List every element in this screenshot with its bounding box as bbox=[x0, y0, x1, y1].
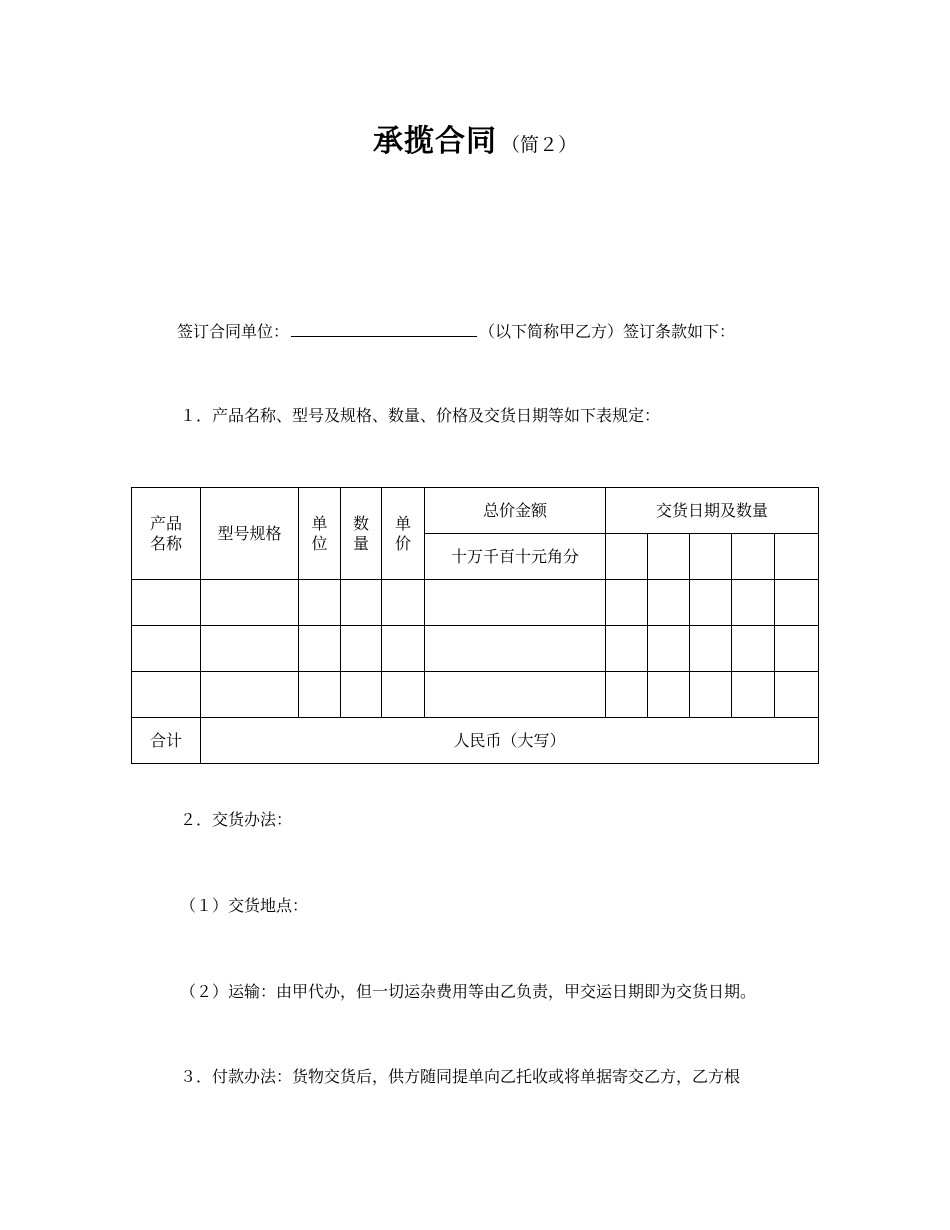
table-cell bbox=[299, 672, 341, 718]
table-cell bbox=[201, 626, 299, 672]
header-delivery: 交货日期及数量 bbox=[606, 488, 819, 534]
table-cell bbox=[775, 626, 819, 672]
rmb-amount-cell: 人民币（大写） bbox=[201, 718, 819, 764]
table-cell bbox=[132, 626, 201, 672]
table-cell bbox=[648, 626, 690, 672]
delivery-cell bbox=[648, 534, 690, 580]
table-row bbox=[132, 672, 819, 718]
header-product-name: 产品名称 bbox=[132, 488, 201, 580]
header-unit-price: 单价 bbox=[382, 488, 425, 580]
delivery-cell bbox=[732, 534, 775, 580]
table-cell bbox=[606, 580, 648, 626]
party-name-blank bbox=[291, 321, 477, 337]
clause-2: ２．交货办法： bbox=[180, 810, 293, 829]
table-cell bbox=[132, 580, 201, 626]
table-cell bbox=[201, 672, 299, 718]
table-cell bbox=[299, 580, 341, 626]
product-table bbox=[131, 487, 819, 764]
delivery-cell bbox=[606, 534, 648, 580]
table-cell bbox=[606, 626, 648, 672]
total-label: 合计 bbox=[132, 718, 201, 764]
header-unit: 单位 bbox=[299, 488, 341, 580]
table-cell bbox=[648, 580, 690, 626]
table-cell bbox=[132, 672, 201, 718]
table-cell bbox=[732, 672, 775, 718]
table-cell bbox=[425, 672, 606, 718]
table-row bbox=[132, 580, 819, 626]
header-quantity: 数量 bbox=[341, 488, 382, 580]
table-row bbox=[132, 626, 819, 672]
table-cell bbox=[299, 626, 341, 672]
table-cell bbox=[648, 672, 690, 718]
intro-prefix: 签订合同单位： bbox=[177, 322, 290, 341]
table-total-row bbox=[132, 718, 819, 764]
document-title bbox=[0, 116, 950, 160]
table-header-row bbox=[132, 488, 819, 534]
intro-paragraph bbox=[177, 321, 735, 342]
intro-suffix: （以下简称甲乙方）签订条款如下： bbox=[479, 322, 736, 341]
clause-3: ３．付款办法：货物交货后，供方随同提单向乙托收或将单据寄交乙方，乙方根 bbox=[180, 1067, 741, 1086]
table-cell bbox=[690, 672, 732, 718]
table-cell bbox=[382, 580, 425, 626]
table-cell bbox=[690, 580, 732, 626]
table-cell bbox=[341, 580, 382, 626]
title-suffix: （简２） bbox=[500, 134, 577, 156]
table-cell bbox=[341, 672, 382, 718]
table-cell bbox=[425, 580, 606, 626]
table-cell bbox=[775, 580, 819, 626]
table-cell bbox=[606, 672, 648, 718]
table-cell bbox=[775, 672, 819, 718]
table-cell bbox=[382, 626, 425, 672]
table-cell bbox=[425, 626, 606, 672]
table-cell bbox=[732, 580, 775, 626]
clause-1: １．产品名称、型号及规格、数量、价格及交货日期等如下表规定： bbox=[180, 406, 661, 425]
clause-2-1: （１）交货地点： bbox=[180, 896, 309, 915]
delivery-cell bbox=[775, 534, 819, 580]
delivery-cell bbox=[690, 534, 732, 580]
header-total-amount: 总价金额 bbox=[425, 488, 606, 534]
title-main: 承揽合同 bbox=[372, 124, 497, 159]
header-model-spec: 型号规格 bbox=[201, 488, 299, 580]
table-cell bbox=[690, 626, 732, 672]
table-cell bbox=[201, 580, 299, 626]
header-amount-digits: 十万千百十元角分 bbox=[425, 534, 606, 580]
table-cell bbox=[732, 626, 775, 672]
table-cell bbox=[341, 626, 382, 672]
clause-2-2: （２）运输：由甲代办，但一切运杂费用等由乙负责，甲交运日期即为交货日期。 bbox=[180, 982, 757, 1001]
table-cell bbox=[382, 672, 425, 718]
